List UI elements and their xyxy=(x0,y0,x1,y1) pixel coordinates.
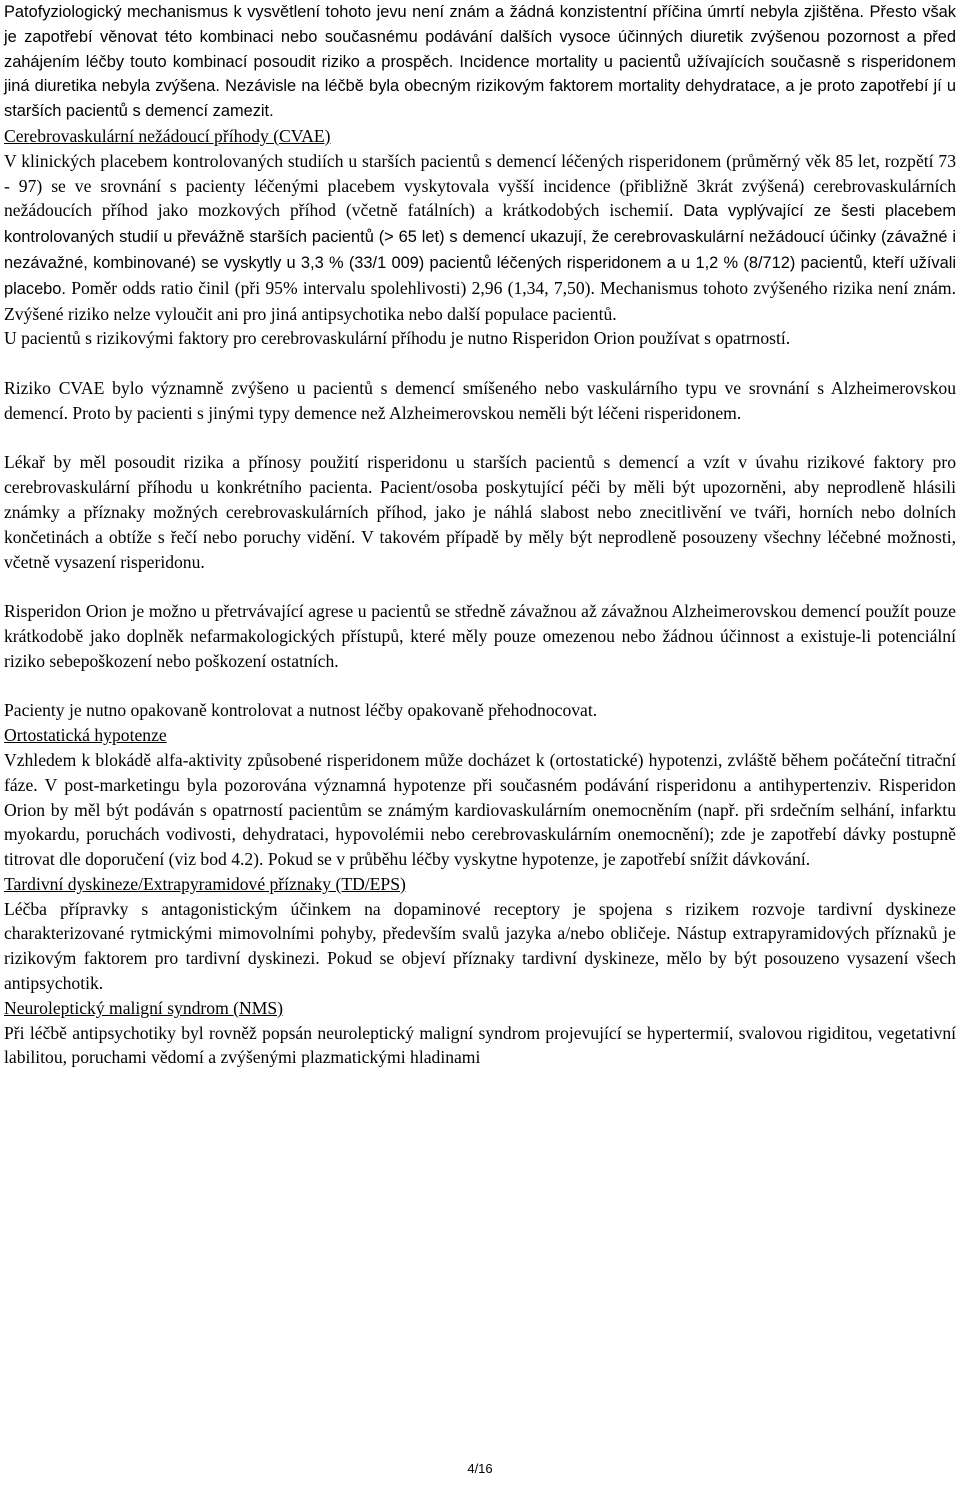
cvae-paragraph-1 xyxy=(4,149,956,327)
cvae-heading: Cerebrovaskulární nežádoucí příhody (CVAE) xyxy=(4,125,331,146)
orthostatic-paragraph: Vzhledem k blokádě alfa-aktivity způsobené risperidonem může docházet k (ortostatické) hypotenzi, zvláště během počáteční titrační fáze. V post-marketingu byla pozorována významná hypotenze při současném podávání risperidonu a antihypertenziv. Risperidon Orion by měl být podáván s opatrností pacientům se známým kardiovaskulárním onemocněním (např. při srdečním selhání, infarktu myokardu, poruchách vodivosti, dehydrataci, hypovolémii nebo cerebrovaskulárním onemocnění); zde je zapotřebí dávky postupně titrovat dle doporučení (viz bod 4.2). Pokud se v průběhu léčby vyskytne hypotenze, je zapotřebí snížit dávkování. xyxy=(4,749,956,870)
cvae-paragraph-2: U pacientů s rizikovými faktory pro cerebrovaskulární příhodu je nutno Risperidon Orion používat s opatrností. xyxy=(4,328,791,349)
cvae-text-part-a: V klinických placebem kontrolovaných studiích u starších pacientů s demencí léčených risperidonem (průměrný věk 85 let, rozpětí 73 - 97) se ve srovnání s pacienty léčenými placebem vyskytovala vyšší incidence (přibližně 3krát zvýšená) cerebrovaskulárních nežádoucích příhod jako mozkových příhod (včetně fatálních) a krátkodobých ischemií. xyxy=(4,150,956,221)
orthostatic-heading: Ortostatická hypotenze xyxy=(4,725,167,746)
cvae-paragraph-4: Lékař by měl posoudit rizika a přínosy použití risperidonu u starších pacientů s demencí a vzít v úvahu rizikové faktory pro cerebrovaskulární příhodu u konkrétního pacienta. Pacient/osoba poskytující péči by měli být upozorněni, aby neprodleně hlásili známky a příznaky možných cerebrovaskulárních příhod, jako je náhlá slabost nebo znecitlivění ve tváři, horních nebo dolních končetinách a obtíže s řečí nebo poruchy vidění. V takovém případě by měly být neprodleně posouzeny všechny léčebné možnosti, včetně vysazení risperidonu. xyxy=(4,452,956,572)
cvae-paragraph-5: Risperidon Orion je možno u přetrvávající agrese u pacientů se středně závažnou až závažnou Alzheimerovskou demencí použít pouze krátkodobě jako doplněk nefarmakologických přístupů, které měly pouze omezenou nebo žádnou účinnost a existuje-li potenciální riziko sebepoškození nebo poškození ostatních. xyxy=(4,601,956,671)
intro-sentence-3: Incidence mortality u pacientů užívajících současně s risperidonem jiná diuretika nebyla zvýšena. xyxy=(4,52,957,96)
cvae-text-part-d: Mechanismus tohoto zvýšeného rizika není znám. Zvýšené riziko nelze vyloučit ani pro jiná antipsychotika nebo další populace pacientů. xyxy=(4,277,956,324)
cvae-paragraph-6: Pacienty je nutno opakovaně kontrolovat a nutnost léčby opakovaně přehodnocovat. xyxy=(4,700,598,721)
document-page xyxy=(4,0,956,1070)
tardive-heading: Tardivní dyskineze/Extrapyramidové příznaky (TD/EPS) xyxy=(4,873,406,894)
intro-sentence-4: Nezávisle na léčbě byla obecným rizikovým faktorem mortality dehydratace, a je proto zapotřebí jí u starších pacientů s demencí zamezit. xyxy=(4,77,956,121)
cvae-text-part-b: Data vyplývající ze šesti placebem kontrolovaných studií u převážně starších pacientů (> 65 let) s demencí ukazují, že cerebrovaskulární nežádoucí účinky (závažné i nezávažné, kombinované) se vyskytly u 3,3 % (33/1 009) pacientů léčených risperidonem a u 1,2 % (8/712) pacientů, kteří užívali placebo. xyxy=(4,202,956,298)
tardive-paragraph: Léčba přípravky s antagonistickým účinkem na dopaminové receptory je spojena s rizikem rozvoje tardivní dyskineze charakterizované rytmickými mimovolními pohyby, především svalů jazyka a/nebo obličeje. Nástup extrapyramidových příznaků je rizikovým faktorem pro tardivní dyskinezi. Pokud se objeví příznaky tardivní dyskineze, mělo by být posouzeno vysazení všech antipsychotik. xyxy=(4,898,956,994)
intro-sentence-2: Přesto však je zapotřebí věnovat této kombinaci nebo současnému podávání dalších vysoce účinných diuretik zvýšenou pozornost a před zahájením léčby touto kombinací posoudit riziko a prospěch. xyxy=(4,3,956,71)
intro-sentence-1: Patofyziologický mechanismus k vysvětlení tohoto jevu není znám a žádná konzistentní příčina úmrtí nebyla zjištěna. xyxy=(4,3,864,21)
nms-paragraph: Při léčbě antipsychotiky byl rovněž popsán neuroleptický maligní syndrom projevující se hypertermií, svalovou rigiditou, vegetativní labilitou, poruchami vědomí a zvýšenými plazmatickými hladinami xyxy=(4,1022,956,1068)
cvae-paragraph-3: Riziko CVAE bylo významně zvýšeno u pacientů s demencí smíšeného nebo vaskulárního typu ve srovnání s Alzheimerovskou demencí. Proto by pacienti s jinými typy demence než Alzheimerovskou neměli být léčeni risperidonem. xyxy=(4,377,956,423)
nms-heading: Neuroleptický maligní syndrom (NMS) xyxy=(4,997,284,1018)
intro-paragraph xyxy=(4,0,956,124)
cvae-text-part-c: Poměr odds ratio činil (při 95% intervalu spolehlivosti) 2,96 (1,34, 7,50). xyxy=(71,277,595,298)
page-number: 4/16 xyxy=(467,1461,493,1476)
